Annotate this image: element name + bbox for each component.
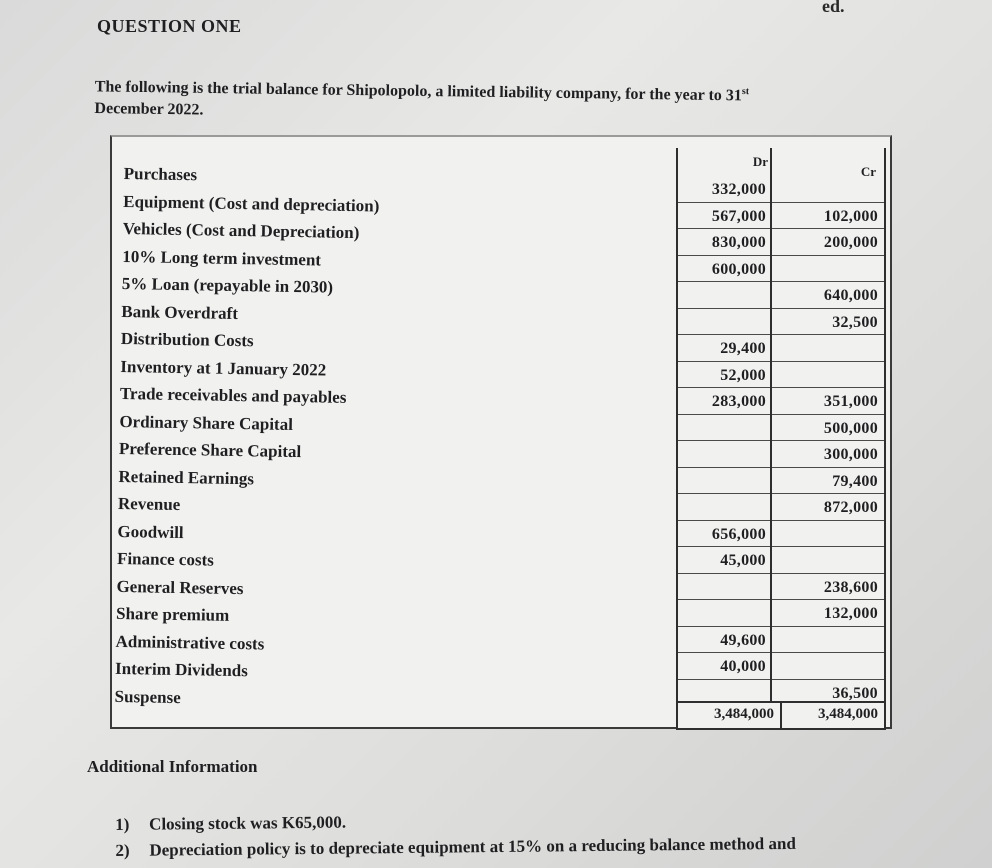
intro-line-2: December 2022. — [94, 100, 204, 119]
intro-paragraph — [94, 72, 915, 132]
account-label: Equipment (Cost and depreciation) — [123, 191, 380, 215]
intro-superscript: st — [741, 86, 750, 98]
debit-cell — [678, 415, 772, 442]
debit-cell: 332,000 — [678, 176, 772, 203]
debit-cell — [678, 441, 772, 468]
additional-info-notes — [115, 805, 796, 864]
note-text: Depreciation policy is to depreciate equipment at 15% on a reducing balance method and — [149, 833, 796, 860]
debit-cell: 600,000 — [678, 256, 772, 283]
account-label: 10% Long term investment — [122, 246, 322, 269]
account-label: Finance costs — [116, 548, 214, 570]
account-label: Bank Overdraft — [121, 301, 239, 323]
account-label: Trade receivables and payables — [119, 383, 347, 407]
corner-text: ed. — [822, 0, 845, 16]
debit-cell: 45,000 — [678, 547, 772, 574]
debit-cell — [678, 282, 772, 309]
question-heading: QUESTION ONE — [97, 16, 242, 36]
account-label: Share premium — [115, 603, 230, 625]
account-label: Distribution Costs — [120, 328, 254, 351]
account-label: Administrative costs — [115, 631, 265, 654]
credit-cell — [772, 362, 884, 389]
note-number: 2) — [115, 840, 130, 860]
debit-cell: 283,000 — [678, 388, 772, 415]
debit-cell: 40,000 — [678, 653, 772, 680]
intro-line-1: The following is the trial balance for Shipolopolo, a limited liability company, for the year to 31 — [94, 78, 742, 105]
note-number: 1) — [115, 814, 130, 834]
credit-cell — [772, 256, 884, 283]
credit-total: 3,484,000 — [782, 703, 886, 728]
credit-cell: 238,600 — [772, 574, 884, 601]
account-label: Ordinary Share Capital — [119, 411, 294, 434]
account-label: Preference Share Capital — [118, 438, 302, 462]
account-label: Suspense — [114, 686, 181, 707]
additional-info-title: Additional Information — [87, 757, 258, 776]
debit-cell — [678, 468, 772, 495]
totals-row — [676, 701, 886, 730]
credit-cell — [772, 547, 884, 574]
credit-column — [770, 148, 886, 706]
debit-cell: 52,000 — [678, 362, 772, 389]
credit-cell: 102,000 — [772, 203, 884, 230]
credit-cell: 351,000 — [772, 388, 884, 415]
account-label: Vehicles (Cost and Depreciation) — [122, 218, 360, 243]
debit-cell: 567,000 — [678, 203, 772, 230]
debit-cell: 29,400 — [678, 335, 772, 362]
credit-cell: 500,000 — [772, 415, 884, 442]
debit-cell — [678, 309, 772, 336]
account-label: Goodwill — [117, 521, 184, 542]
credit-cell: 79,400 — [772, 468, 884, 495]
credit-cell: 132,000 — [772, 600, 884, 627]
credit-cell: 640,000 — [772, 282, 884, 309]
debit-cell: 830,000 — [678, 229, 772, 256]
debit-total: 3,484,000 — [676, 703, 782, 728]
note-text: Closing stock was K65,000. — [149, 812, 347, 834]
credit-cell: 300,000 — [772, 441, 884, 468]
debit-cell — [678, 574, 772, 601]
debit-cell: 49,600 — [678, 627, 772, 654]
account-label: General Reserves — [116, 576, 244, 598]
credit-cell — [772, 335, 884, 362]
debit-cell: 656,000 — [678, 521, 772, 548]
credit-header: Cr — [860, 164, 876, 179]
account-labels — [114, 160, 380, 714]
debit-column — [676, 148, 772, 706]
debit-cell — [678, 494, 772, 521]
account-label: Inventory at 1 January 2022 — [120, 356, 327, 380]
account-label: Revenue — [117, 493, 181, 515]
credit-cell: 872,000 — [772, 494, 884, 521]
debit-header: Dr — [752, 154, 768, 169]
credit-cell: 200,000 — [772, 229, 884, 256]
debit-cell — [678, 600, 772, 627]
account-label: 5% Loan (repayable in 2030) — [121, 273, 334, 297]
credit-cell: 36,500 — [772, 680, 884, 707]
credit-cell: 32,500 — [772, 309, 884, 336]
account-label: Retained Earnings — [118, 466, 255, 488]
credit-cell — [772, 521, 884, 548]
credit-cell — [772, 627, 884, 654]
credit-cell — [772, 653, 884, 680]
account-label: Purchases — [123, 163, 198, 185]
account-label: Interim Dividends — [114, 658, 248, 681]
